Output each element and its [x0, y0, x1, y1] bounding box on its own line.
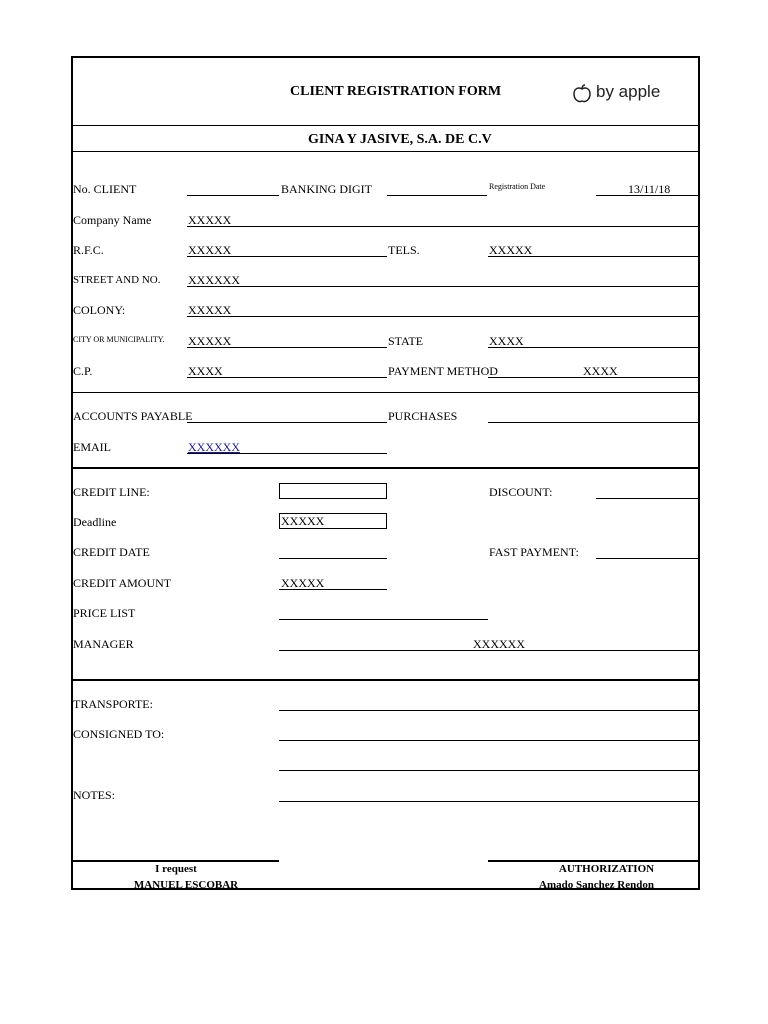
consigned-field[interactable] — [279, 740, 700, 741]
colony-label: COLONY: — [73, 303, 126, 317]
rfc-value: XXXXX — [188, 243, 232, 257]
manager-field[interactable] — [279, 650, 700, 651]
tels-field[interactable] — [488, 256, 700, 257]
deadline-box[interactable] — [279, 513, 387, 529]
notes-label: NOTES: — [73, 788, 115, 802]
credit-amount-field[interactable] — [279, 589, 387, 590]
cp-label: C.P. — [73, 364, 93, 378]
purchases-field[interactable] — [488, 422, 700, 423]
cp-field[interactable] — [187, 377, 387, 378]
section-divider — [71, 679, 700, 681]
request-name: MANUEL ESCOBAR — [133, 879, 239, 891]
credit-line-label: CREDIT LINE: — [73, 485, 150, 499]
manager-value: XXXXXX — [473, 637, 525, 651]
cp-value: XXXX — [188, 364, 223, 378]
payment-method-value: XXXX — [583, 364, 618, 378]
no-client-field[interactable] — [187, 195, 279, 196]
notes-field[interactable] — [279, 801, 700, 802]
no-client-label: No. CLIENT — [73, 182, 137, 196]
colony-field[interactable] — [187, 316, 700, 317]
divider — [71, 392, 700, 393]
payment-method-label: PAYMENT METHOD — [388, 364, 498, 378]
state-label: STATE — [388, 334, 424, 348]
purchases-label: PURCHASES — [388, 409, 458, 423]
price-list-label: PRICE LIST — [73, 606, 136, 620]
colony-value: XXXXX — [188, 303, 232, 317]
rfc-field[interactable] — [187, 256, 387, 257]
banking-digit-field[interactable] — [387, 195, 487, 196]
tels-label: TELS. — [388, 243, 420, 257]
deadline-value: XXXXX — [281, 514, 325, 528]
credit-amount-value: XXXXX — [281, 576, 325, 590]
auth-title: AUTHORIZATION — [558, 863, 655, 875]
manager-label: MANAGER — [73, 637, 134, 651]
transport-label: TRANSPORTE: — [73, 697, 153, 711]
company-title: GINA Y JASIVE, S.A. DE C.V — [308, 132, 492, 147]
logo-text: by apple — [596, 82, 661, 101]
consigned-field-2[interactable] — [279, 770, 700, 771]
fast-payment-field[interactable] — [596, 558, 700, 559]
request-title: I request — [155, 863, 197, 875]
company-name-field[interactable] — [187, 226, 700, 227]
email-link[interactable]: XXXXXX — [188, 440, 240, 454]
email-label: EMAIL — [73, 440, 111, 454]
state-field[interactable] — [488, 347, 700, 348]
city-label: CITY OR MUNICIPALITY. — [73, 335, 165, 344]
divider — [71, 151, 700, 152]
street-value: XXXXXX — [188, 273, 240, 287]
form-title: CLIENT REGISTRATION FORM — [290, 84, 502, 99]
section-divider — [71, 467, 700, 469]
fast-payment-label: FAST PAYMENT: — [489, 545, 579, 559]
consigned-label: CONSIGNED TO: — [73, 727, 165, 741]
company-name-value: XXXXX — [188, 213, 232, 227]
company-name-label: Company Name — [73, 213, 152, 227]
accounts-payable-field[interactable] — [187, 422, 387, 423]
discount-field[interactable] — [596, 498, 700, 499]
street-label: STREET AND NO. — [73, 274, 161, 286]
credit-line-box[interactable] — [279, 483, 387, 499]
deadline-label: Deadline — [73, 515, 117, 529]
tels-value: XXXXX — [489, 243, 533, 257]
client-registration-form — [71, 56, 700, 890]
transport-field[interactable] — [279, 710, 700, 711]
city-value: XXXXX — [188, 334, 232, 348]
street-field[interactable] — [187, 286, 700, 287]
rfc-label: R.F.C. — [73, 243, 104, 257]
credit-date-field[interactable] — [279, 558, 387, 559]
state-value: XXXX — [489, 334, 524, 348]
banking-digit-label: BANKING DIGIT — [281, 182, 372, 196]
apple-icon — [571, 84, 593, 104]
registration-date-field[interactable] — [596, 195, 700, 196]
registration-date-value: 13/11/18 — [628, 182, 671, 196]
auth-name: Amado Sanchez Rendon — [539, 879, 654, 891]
payment-method-field[interactable] — [488, 377, 700, 378]
accounts-payable-label: ACCOUNTS PAYABLE — [73, 409, 193, 423]
credit-date-label: CREDIT DATE — [73, 545, 150, 559]
credit-amount-label: CREDIT AMOUNT — [73, 576, 172, 590]
city-field[interactable] — [187, 347, 387, 348]
discount-label: DISCOUNT: — [489, 485, 553, 499]
email-field[interactable] — [187, 453, 387, 454]
price-list-field[interactable] — [279, 619, 488, 620]
divider — [71, 125, 700, 126]
registration-date-label: Registration Date — [489, 182, 546, 191]
